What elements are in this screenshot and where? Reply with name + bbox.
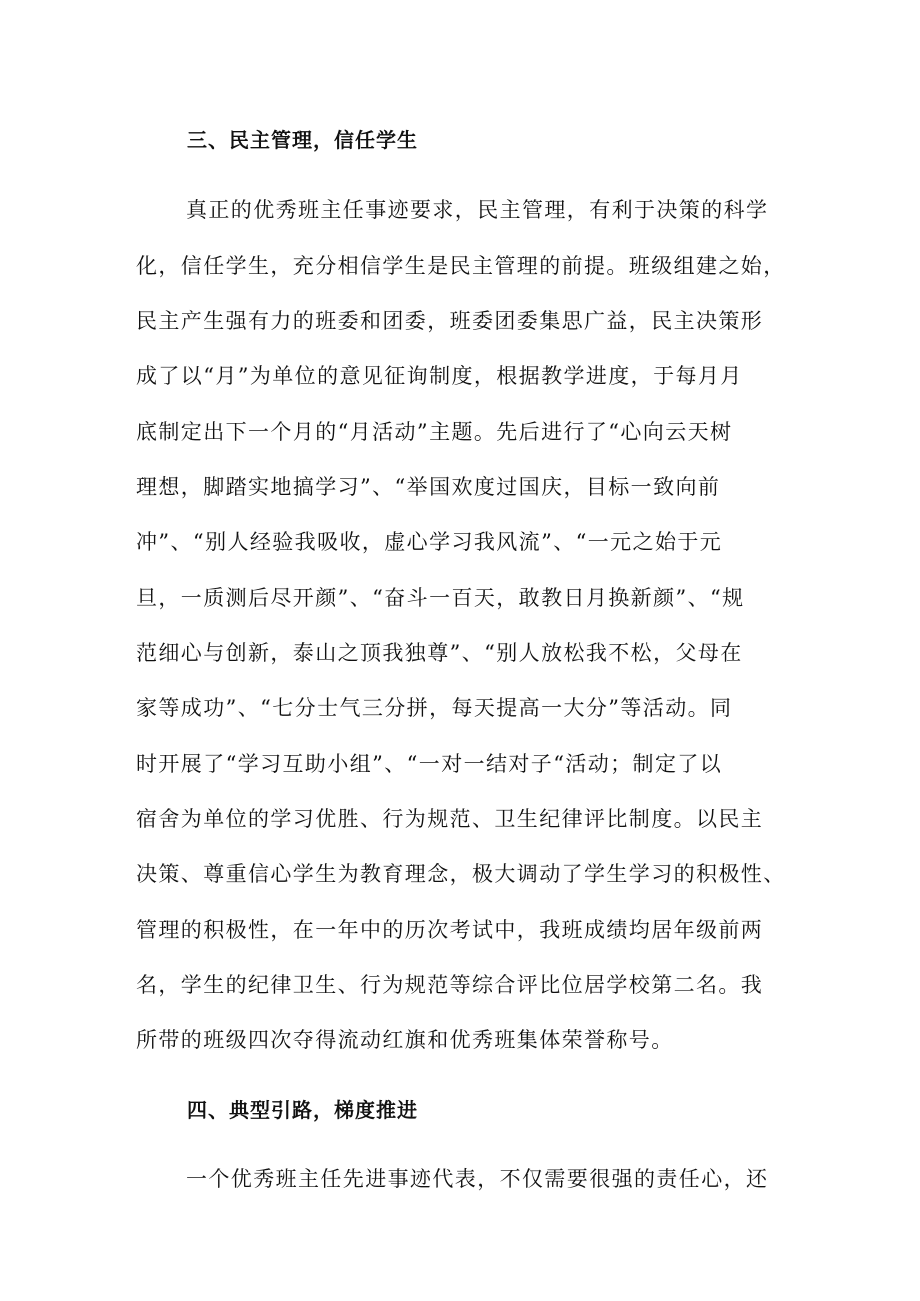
section-heading-4: 四、典型引路，梯度推进	[187, 1098, 418, 1122]
paragraph-line: 冲”、“别人经验我吸收，虚心学习我风流”、“一元之始于元	[136, 530, 723, 554]
section-heading-3: 三、民主管理，信任学生	[187, 128, 418, 152]
paragraph-line: 成了以“月”为单位的意见征询制度，根据教学进度，于每月月	[136, 364, 743, 388]
paragraph-line: 一个优秀班主任先进事迹代表，不仅需要很强的责任心，还	[186, 1167, 769, 1191]
paragraph-line: 所带的班级四次夺得流动红旗和优秀班集体荣誉称号。	[136, 1028, 674, 1052]
paragraph-line: 底制定出下一个月的“月活动”主题。先后进行了“心向云天树	[136, 420, 733, 444]
paragraph-line: 决策、尊重信心学生为教育理念，极大调动了学生学习的积极性、	[136, 862, 786, 886]
paragraph-line: 理想，脚踏实地搞学习”、“举国欢度过国庆，目标一致向前	[136, 475, 721, 499]
paragraph-line: 宿舍为单位的学习优胜、行为规范、卫生纪律评比制度。以民主	[136, 807, 764, 831]
paragraph-line: 家等成功”、“七分士气三分拼，每天提高一大分”等活动。同	[136, 696, 733, 720]
paragraph-line: 管理的积极性，在一年中的历次考试中，我班成绩均居年级前两	[136, 918, 764, 942]
paragraph-line: 时开展了“学习互助小组”、“一对一结对子“活动；制定了以	[136, 752, 723, 776]
paragraph-line: 化，信任学生，充分相信学生是民主管理的前提。班级组建之始，	[136, 254, 786, 278]
paragraph-line: 名，学生的纪律卫生、行为规范等综合评比位居学校第二名。我	[136, 973, 764, 997]
paragraph-line: 范细心与创新，泰山之顶我独尊”、“别人放松我不松，父母在	[136, 641, 743, 665]
paragraph-line: 民主产生强有力的班委和团委，班委团委集思广益，民主决策形	[136, 309, 764, 333]
paragraph-line: 旦，一质测后尽开颜”、“奋斗一百天，敢教日月换新颜”、“规	[136, 586, 745, 610]
paragraph-line: 真正的优秀班主任事迹要求，民主管理，有利于决策的科学	[186, 198, 769, 222]
